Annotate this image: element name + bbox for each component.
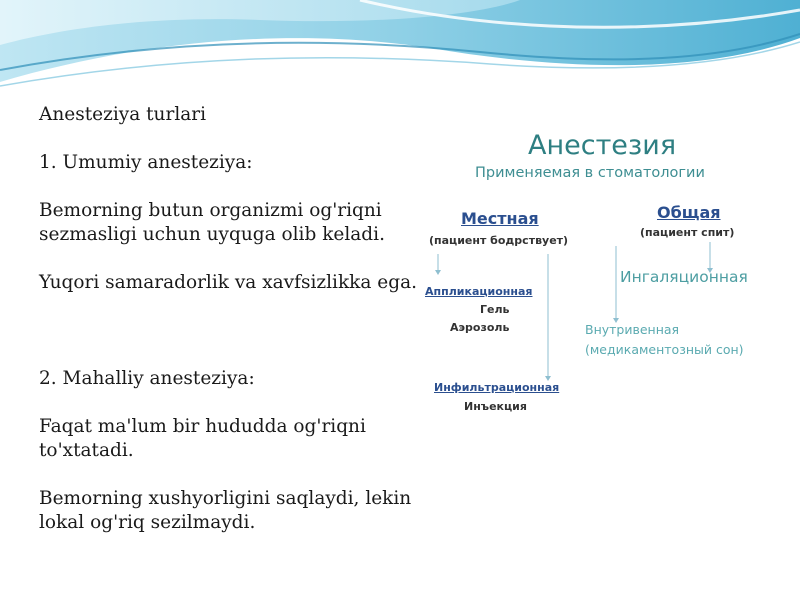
aerosol-label: Аэрозоль (450, 321, 510, 334)
text-block (39, 103, 429, 535)
general-anesthesia-note: (пациент спит) (640, 226, 735, 239)
diagram-subtitle: Применяемая в стоматологии (475, 165, 705, 181)
intravenous-note: (медикаментозный сон) (585, 342, 744, 357)
section-1-title: 1. Umumiy anesteziya: (39, 152, 253, 173)
section-1-paragraph-1: Bemorning butun organizmi og'riqni sezmasligi uchun uyquga olib keladi. (39, 200, 385, 245)
section-2-paragraph-2: Bemorning xushyorligini saqlaydi, lekin lokal og'riq sezilmaydi. (39, 488, 412, 533)
section-2-paragraph-1: Faqat ma'lum bir hududda og'riqni to'xtatadi. (39, 416, 366, 461)
general-anesthesia-heading: Общая (657, 203, 721, 222)
injection-label: Инъекция (464, 400, 527, 413)
infiltration-label: Инфильтрационная (434, 381, 560, 394)
diagram-title: Анестезия (528, 130, 677, 161)
local-anesthesia-heading: Местная (461, 209, 539, 228)
inhalational-label: Ингаляционная (620, 268, 748, 286)
intravenous-label: Внутривенная (585, 322, 680, 337)
header-wave-decoration (0, 0, 800, 95)
text-heading: Anesteziya turlari (39, 104, 207, 125)
gel-label: Гель (480, 303, 510, 316)
section-1-paragraph-2: Yuqori samaradorlik va xavfsizlikka ega. (39, 272, 418, 293)
local-anesthesia-note: (пациент бодрствует) (429, 234, 569, 247)
anesthesia-diagram (420, 120, 800, 420)
applicational-label: Аппликационная (425, 285, 533, 298)
section-2-title: 2. Mahalliy anesteziya: (39, 368, 255, 389)
